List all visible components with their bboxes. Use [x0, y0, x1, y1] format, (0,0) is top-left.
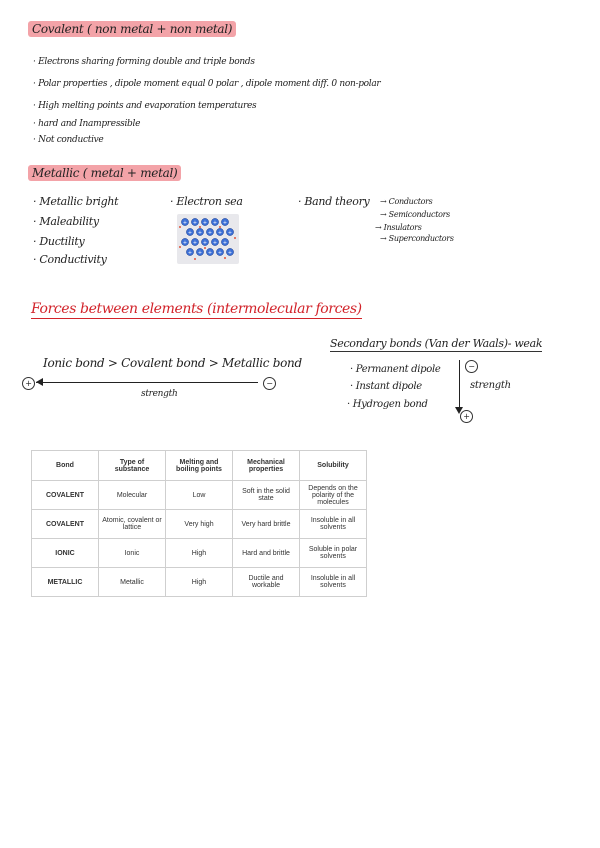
metallic-property: · Metallic bright [33, 195, 119, 208]
plus-icon: + [460, 410, 473, 423]
svg-text:+: + [202, 220, 208, 226]
column-header: Mechanical properties [233, 451, 300, 481]
metallic-property: · Ductility [33, 235, 85, 248]
svg-text:+: + [187, 230, 193, 236]
svg-text:+: + [182, 240, 188, 246]
covalent-title: Covalent ( non metal + non metal) [28, 22, 236, 36]
table-row [32, 481, 367, 510]
table-cell: IONIC [32, 539, 99, 568]
table-cell: Very high [166, 510, 233, 539]
table-cell: COVALENT [32, 510, 99, 539]
covalent-bullet: · High melting points and evaporation temperatures [33, 101, 257, 111]
metal-ions-icon [177, 214, 239, 264]
bond-properties-table [31, 450, 367, 597]
table-cell: High [166, 568, 233, 597]
svg-text:+: + [212, 240, 218, 246]
table-cell: High [166, 539, 233, 568]
table-cell: Very hard brittle [233, 510, 300, 539]
table-cell: Insoluble in all solvents [300, 510, 367, 539]
column-header: Solubility [300, 451, 367, 481]
svg-text:+: + [187, 250, 193, 256]
covalent-bullet: · Not conductive [33, 135, 104, 145]
table-cell: METALLIC [32, 568, 99, 597]
svg-text:+: + [192, 220, 198, 226]
band-item: → Superconductors [380, 234, 454, 243]
band-item: → Insulators [375, 223, 422, 232]
table-row [32, 539, 367, 568]
secondary-item: · Permanent dipole [350, 364, 441, 375]
table-cell: Soluble in polar solvents [300, 539, 367, 568]
svg-text:+: + [202, 240, 208, 246]
covalent-bullet: · Electrons sharing forming double and triple bonds [33, 57, 255, 67]
table-cell: Metallic [99, 568, 166, 597]
electron-sea-lattice-image [177, 214, 239, 264]
table-cell: Low [166, 481, 233, 510]
svg-text:+: + [222, 240, 228, 246]
table-cell: Soft in the solid state [233, 481, 300, 510]
forces-title: Forces between elements (intermolecular forces) [31, 301, 362, 317]
svg-text:+: + [207, 250, 213, 256]
svg-text:+: + [227, 230, 233, 236]
bond-strength-order: Ionic bond > Covalent bond > Metallic bond [43, 356, 302, 370]
table-cell: Ductile and workable [233, 568, 300, 597]
table-cell: Depends on the polarity of the molecules [300, 481, 367, 510]
table-cell: Insoluble in all solvents [300, 568, 367, 597]
table-cell: Hard and brittle [233, 539, 300, 568]
table-row [32, 510, 367, 539]
table-cell: Atomic, covalent or lattice [99, 510, 166, 539]
table-row [32, 568, 367, 597]
arrow-left-icon [36, 378, 43, 386]
table-cell: Molecular [99, 481, 166, 510]
secondary-item: · Hydrogen bond [347, 399, 428, 410]
band-item: → Conductors [380, 197, 433, 206]
table-cell: COVALENT [32, 481, 99, 510]
column-header: Melting and boiling points [166, 451, 233, 481]
table-cell: Ionic [99, 539, 166, 568]
strength-label: strength [141, 389, 178, 399]
minus-icon: − [465, 360, 478, 373]
minus-icon: − [263, 377, 276, 390]
svg-text:+: + [217, 230, 223, 236]
electron-sea-label: · Electron sea [170, 195, 243, 208]
strength-arrow-line [36, 382, 258, 383]
svg-text:+: + [217, 250, 223, 256]
svg-text:+: + [197, 250, 203, 256]
band-item: → Semiconductors [380, 210, 450, 219]
svg-text:+: + [212, 220, 218, 226]
strength-arrow-line [459, 360, 460, 408]
metallic-property: · Maleability [33, 215, 99, 228]
table-header-row [32, 451, 367, 481]
covalent-bullet: · Polar properties , dipole moment equal 0 polar , dipole moment diff. 0 non-polar [33, 79, 381, 89]
svg-text:+: + [182, 220, 188, 226]
svg-text:+: + [222, 220, 228, 226]
secondary-strength-label: strength [470, 380, 511, 391]
metallic-title: Metallic ( metal + metal) [28, 166, 181, 180]
plus-icon: + [22, 377, 35, 390]
svg-text:+: + [227, 250, 233, 256]
svg-text:+: + [197, 230, 203, 236]
column-header: Type of substance [99, 451, 166, 481]
column-header: Bond [32, 451, 99, 481]
svg-text:+: + [192, 240, 198, 246]
covalent-bullet: · hard and Inampressible [33, 119, 141, 129]
metallic-property: · Conductivity [33, 253, 107, 266]
svg-text:+: + [207, 230, 213, 236]
secondary-item: · Instant dipole [350, 381, 422, 392]
secondary-bonds-title: Secondary bonds (Van der Waals)- weak [330, 337, 543, 350]
band-theory-label: · Band theory [298, 195, 370, 208]
